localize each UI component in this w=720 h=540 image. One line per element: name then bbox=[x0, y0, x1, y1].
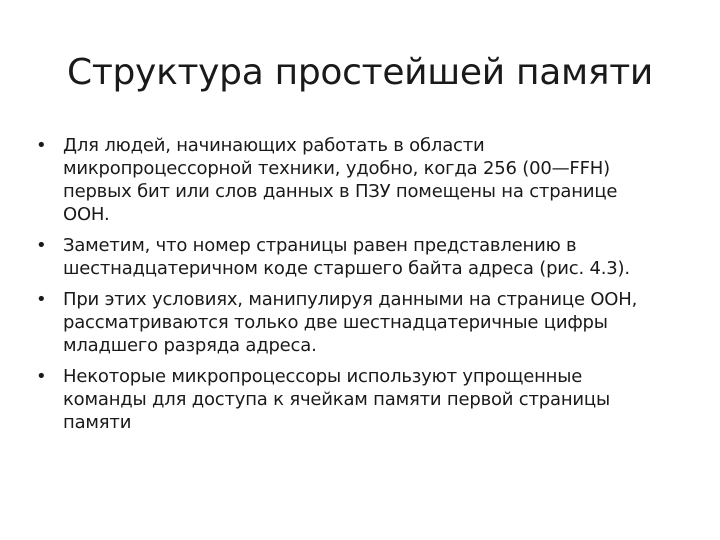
bullet-text: Для людей, начинающих работать в области микропроцессорной техники, удобно, когда 256 (00—FFH) первых бит или слов данных в ПЗУ помещены на странице OOH. bbox=[63, 135, 618, 225]
bullet-dot-icon: • bbox=[36, 366, 47, 387]
bullet-text: Заметим, что номер страницы равен представлению в шестнадцатеричном коде старшего байта адреса (рис. 4.3). bbox=[63, 235, 630, 279]
bullet-dot-icon: • bbox=[36, 235, 47, 256]
bullet-text: Некоторые микропроцессоры используют упрощенные команды для доступа к ячейкам памяти первой страницы памяти bbox=[63, 366, 610, 433]
bullet-item bbox=[36, 234, 666, 280]
bullet-text: При этих условиях, манипулируя данными на странице OOH, рассматриваются только две шестнадцатеричные цифры младшего разряда адреса. bbox=[63, 289, 638, 356]
bullet-item bbox=[36, 134, 666, 226]
bullet-dot-icon: • bbox=[36, 135, 47, 156]
bullet-dot-icon: • bbox=[36, 289, 47, 310]
slide-title: Структура простейшей памяти bbox=[67, 52, 653, 93]
bullet-item bbox=[36, 288, 666, 357]
bullet-list bbox=[36, 134, 666, 442]
bullet-item bbox=[36, 365, 666, 434]
